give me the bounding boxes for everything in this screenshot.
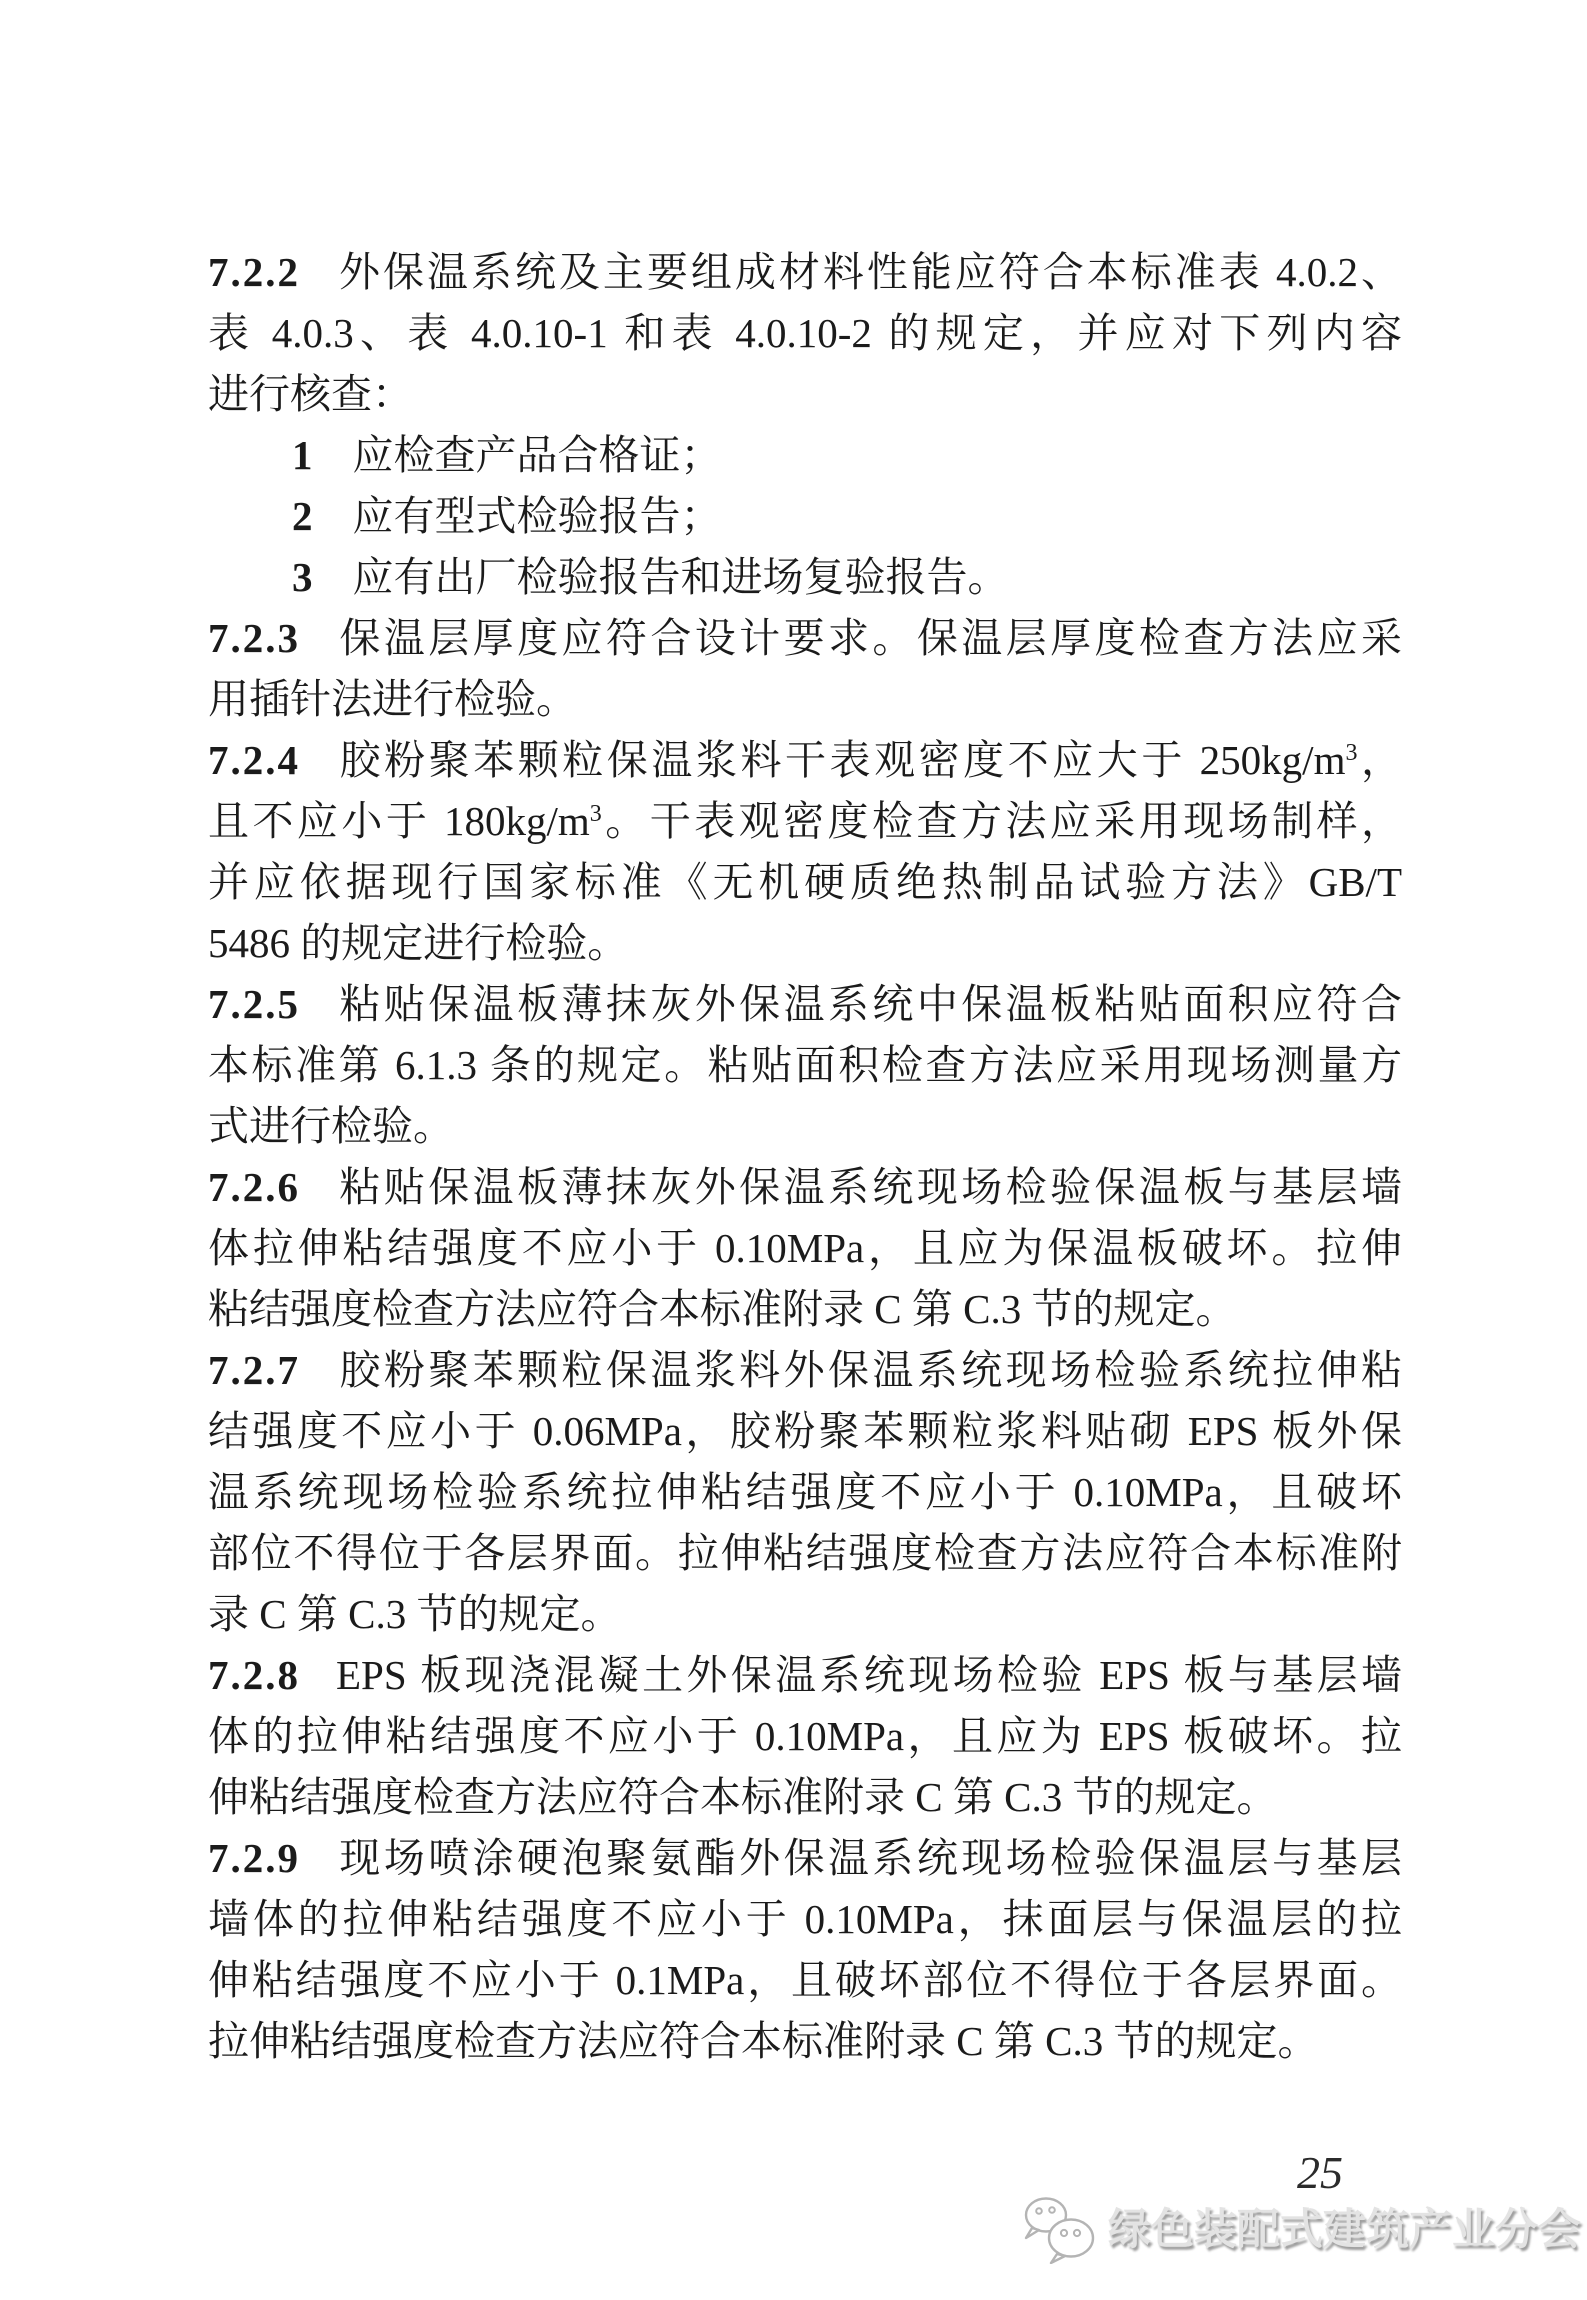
section-number: 7.2.6 bbox=[208, 1164, 300, 1210]
line-text: 粘贴保温板薄抹灰外保温系统现场检验保温板与基层墙 bbox=[336, 1164, 1402, 1210]
text-line bbox=[208, 1279, 1402, 1340]
text-line bbox=[208, 974, 1402, 1035]
watermark bbox=[1022, 2194, 1581, 2266]
line-text: 拉伸粘结强度检查方法应符合本标准附录 C 第 C.3 节的规定。 bbox=[208, 2018, 1319, 2064]
line-text: 体的拉伸粘结强度不应小于 0.10MPa，且应为 EPS 板破坏。拉 bbox=[208, 1713, 1402, 1759]
line-text: 伸粘结强度不应小于 0.1MPa，且破坏部位不得位于各层界面。 bbox=[208, 1957, 1402, 2003]
line-text: 且不应小于 180kg/m bbox=[208, 798, 590, 844]
superscript: 3 bbox=[589, 801, 602, 827]
line-text: 外保温系统及主要组成材料性能应符合本标准表 4.0.2、 bbox=[336, 249, 1402, 295]
list-item-number: 3 bbox=[292, 554, 313, 600]
line-text: 表 4.0.3、表 4.0.10-1 和表 4.0.10-2 的规定，并应对下列内容 bbox=[208, 310, 1402, 356]
line-text: 式进行检验。 bbox=[208, 1103, 454, 1149]
line-text: 粘贴保温板薄抹灰外保温系统中保温板粘贴面积应符合 bbox=[336, 981, 1402, 1027]
section-number: 7.2.2 bbox=[208, 249, 300, 295]
line-text: 应检查产品合格证； bbox=[352, 432, 722, 478]
text-line bbox=[208, 791, 1402, 852]
watermark-text: 绿色装配式建筑产业分会 bbox=[1108, 2206, 1581, 2254]
line-text: 应有出厂检验报告和进场复验报告。 bbox=[352, 554, 1009, 600]
page-number: 25 bbox=[1297, 2147, 1343, 2198]
list-item bbox=[208, 547, 1402, 608]
text-line bbox=[208, 1218, 1402, 1279]
text-line bbox=[208, 669, 1402, 730]
list-item bbox=[208, 425, 1402, 486]
line-text: 应有型式检验报告； bbox=[352, 493, 722, 539]
text-line bbox=[208, 1523, 1402, 1584]
line-text: 部位不得位于各层界面。拉伸粘结强度检查方法应符合本标准附 bbox=[208, 1530, 1402, 1576]
line-text: 温系统现场检验系统拉伸粘结强度不应小于 0.10MPa，且破坏 bbox=[208, 1469, 1402, 1515]
list-item-number: 1 bbox=[292, 432, 313, 478]
text-line bbox=[208, 913, 1402, 974]
text-line bbox=[208, 1767, 1402, 1828]
text-line bbox=[208, 1950, 1402, 2011]
line-text: 体拉伸粘结强度不应小于 0.10MPa，且应为保温板破坏。拉伸 bbox=[208, 1225, 1402, 1271]
line-text: 现场喷涂硬泡聚氨酯外保温系统现场检验保温层与基层 bbox=[336, 1835, 1402, 1881]
text-line bbox=[208, 1889, 1402, 1950]
line-text: 墙体的拉伸粘结强度不应小于 0.10MPa，抹面层与保温层的拉 bbox=[208, 1896, 1402, 1942]
line-text: 粘结强度检查方法应符合本标准附录 C 第 C.3 节的规定。 bbox=[208, 1286, 1237, 1332]
text-line bbox=[208, 1401, 1402, 1462]
section-number: 7.2.5 bbox=[208, 981, 300, 1027]
line-text: 伸粘结强度检查方法应符合本标准附录 C 第 C.3 节的规定。 bbox=[208, 1774, 1278, 1820]
text-line bbox=[208, 2011, 1402, 2072]
line-text: ， bbox=[1357, 737, 1402, 783]
text-line bbox=[208, 852, 1402, 913]
text-line bbox=[208, 364, 1402, 425]
text-line bbox=[208, 242, 1402, 303]
line-text: 。干表观密度检查方法应采用现场制样， bbox=[601, 798, 1402, 844]
section-number: 7.2.8 bbox=[208, 1652, 300, 1698]
line-text: 并应依据现行国家标准《无机硬质绝热制品试验方法》GB/T bbox=[208, 859, 1402, 905]
text-line bbox=[208, 1157, 1402, 1218]
section-number: 7.2.3 bbox=[208, 615, 300, 661]
text-block bbox=[208, 242, 1402, 2072]
text-line bbox=[208, 1340, 1402, 1401]
line-text: EPS 板现浇混凝土外保温系统现场检验 EPS 板与基层墙 bbox=[336, 1652, 1402, 1698]
line-text: 用插针法进行检验。 bbox=[208, 676, 577, 722]
text-line bbox=[208, 730, 1402, 791]
list-item-number: 2 bbox=[292, 493, 313, 539]
text-line bbox=[208, 303, 1402, 364]
line-text: 5486 的规定进行检验。 bbox=[208, 920, 629, 966]
line-text: 录 C 第 C.3 节的规定。 bbox=[208, 1591, 622, 1637]
section-number: 7.2.4 bbox=[208, 737, 300, 783]
text-line bbox=[208, 1462, 1402, 1523]
line-text: 本标准第 6.1.3 条的规定。粘贴面积检查方法应采用现场测量方 bbox=[208, 1042, 1402, 1088]
superscript: 3 bbox=[1345, 740, 1358, 766]
text-line bbox=[208, 1035, 1402, 1096]
text-line bbox=[208, 1828, 1402, 1889]
text-line bbox=[208, 1096, 1402, 1157]
list-item bbox=[208, 486, 1402, 547]
text-line bbox=[208, 1645, 1402, 1706]
line-text: 保温层厚度应符合设计要求。保温层厚度检查方法应采 bbox=[336, 615, 1402, 661]
line-text: 进行核查： bbox=[208, 371, 413, 417]
section-number: 7.2.9 bbox=[208, 1835, 300, 1881]
text-line bbox=[208, 1706, 1402, 1767]
section-number: 7.2.7 bbox=[208, 1347, 300, 1393]
text-line bbox=[208, 1584, 1402, 1645]
text-line bbox=[208, 608, 1402, 669]
wechat-icon bbox=[1022, 2196, 1098, 2264]
line-text: 胶粉聚苯颗粒保温浆料干表观密度不应大于 250kg/m bbox=[336, 737, 1346, 783]
line-text: 结强度不应小于 0.06MPa，胶粉聚苯颗粒浆料贴砌 EPS 板外保 bbox=[208, 1408, 1402, 1454]
line-text: 胶粉聚苯颗粒保温浆料外保温系统现场检验系统拉伸粘 bbox=[336, 1347, 1402, 1393]
